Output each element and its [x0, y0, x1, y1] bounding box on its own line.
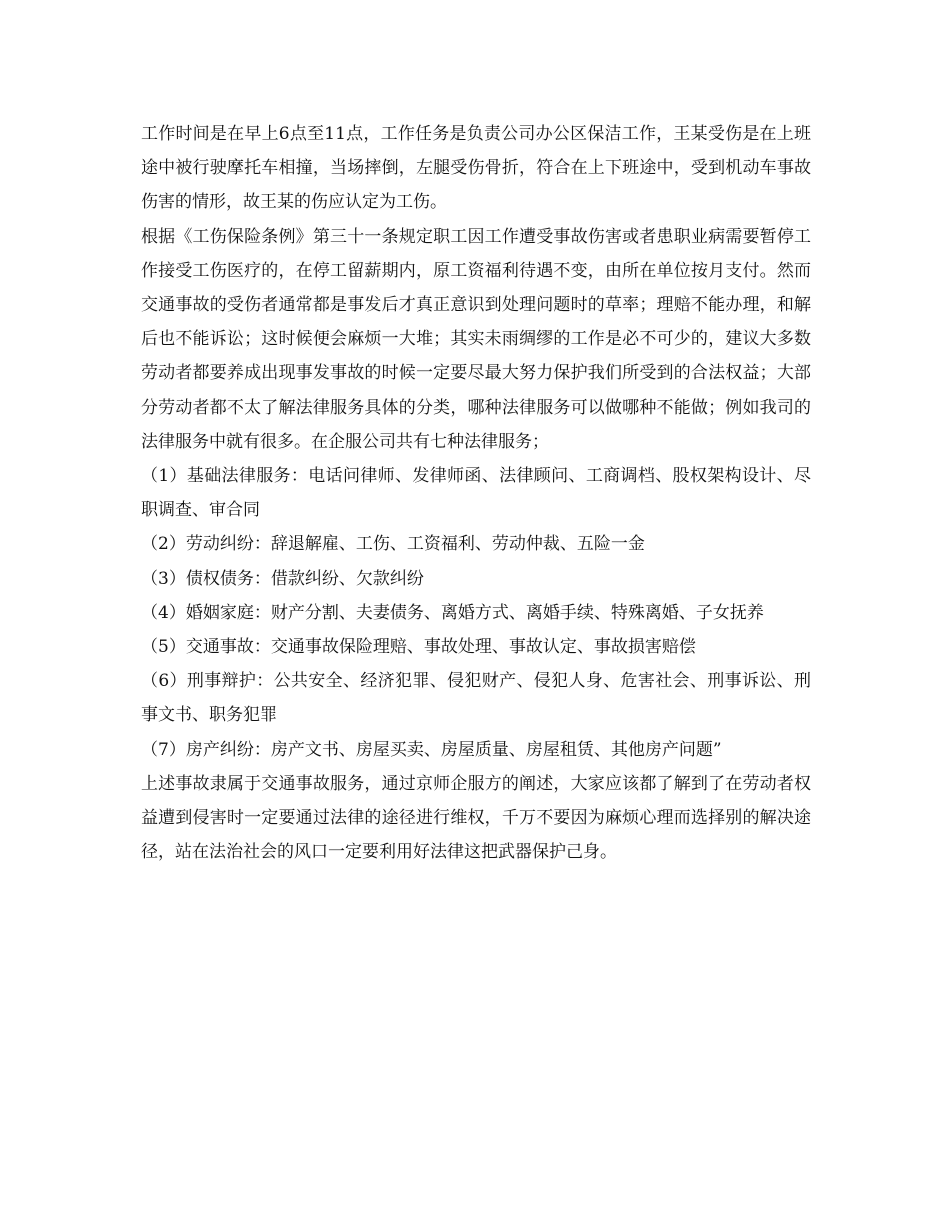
list-item-labor-dispute: （2）劳动纠纷：辞退解雇、工伤、工资福利、劳动仲裁、五险一金 [141, 534, 645, 555]
list-item-traffic-accident: （5）交通事故：交通事故保险理赔、事故处理、事故认定、事故损害赔偿 [141, 637, 696, 658]
document-body [141, 117, 811, 869]
paragraph-conclusion: 上述事故隶属于交通事故服务，通过京师企服方的阐述，大家应该都了解到了在劳动者权益遭到侵害时一定要通过法律的途径进行维权，千万不要因为麻烦心理而选择别的解决途径，站在法治社会的风口一定要利用好法律这把武器保护己身。 [141, 773, 811, 863]
paragraph-regulation-and-advice: 根据《工伤保险条例》第三十一条规定职工因工作遭受事故伤害或者患职业病需要暂停工作接受工伤医疗的，在停工留薪期内，原工资福利待遇不变，由所在单位按月支付。然而交通事故的受伤者通常都是事发后才真正意识到处理问题时的草率；理赔不能办理，和解后也不能诉讼；这时候便会麻烦一大堆；其实未雨绸缪的工作是必不可少的，建议大多数劳动者都要养成出现事发事故的时候一定要尽最大努力保护我们所受到的合法权益；大部分劳动者都不太了解法律服务具体的分类，哪种法律服务可以做哪种不能做；例如我司的法律服务中就有很多。在企服公司共有七种法律服务； [141, 226, 811, 452]
list-item-criminal-defense: （6）刑事辩护：公共安全、经济犯罪、侵犯财产、侵犯人身、危害社会、刑事诉讼、刑事文书、职务犯罪 [141, 671, 811, 726]
list-item-real-estate-dispute: （7）房产纠纷：房产文书、房屋买卖、房屋质量、房屋租赁、其他房产问题” [141, 739, 722, 760]
list-item-marriage-family: （4）婚姻家庭：财产分割、夫妻债务、离婚方式、离婚手续、特殊离婚、子女抚养 [141, 602, 764, 623]
paragraph-work-injury-facts: 工作时间是在早上6点至11点，工作任务是负责公司办公区保洁工作，王某受伤是在上班途中被行驶摩托车相撞，当场摔倒，左腿受伤骨折，符合在上下班途中，受到机动车事故伤害的情形，故王某的伤应认定为工伤。 [141, 124, 811, 213]
list-item-basic-legal-service: （1）基础法律服务：电话问律师、发律师函、法律顾问、工商调档、股权架构设计、尽职调查、审合同 [141, 466, 811, 521]
list-item-debt: （3）债权债务：借款纠纷、欠款纠纷 [141, 568, 424, 589]
